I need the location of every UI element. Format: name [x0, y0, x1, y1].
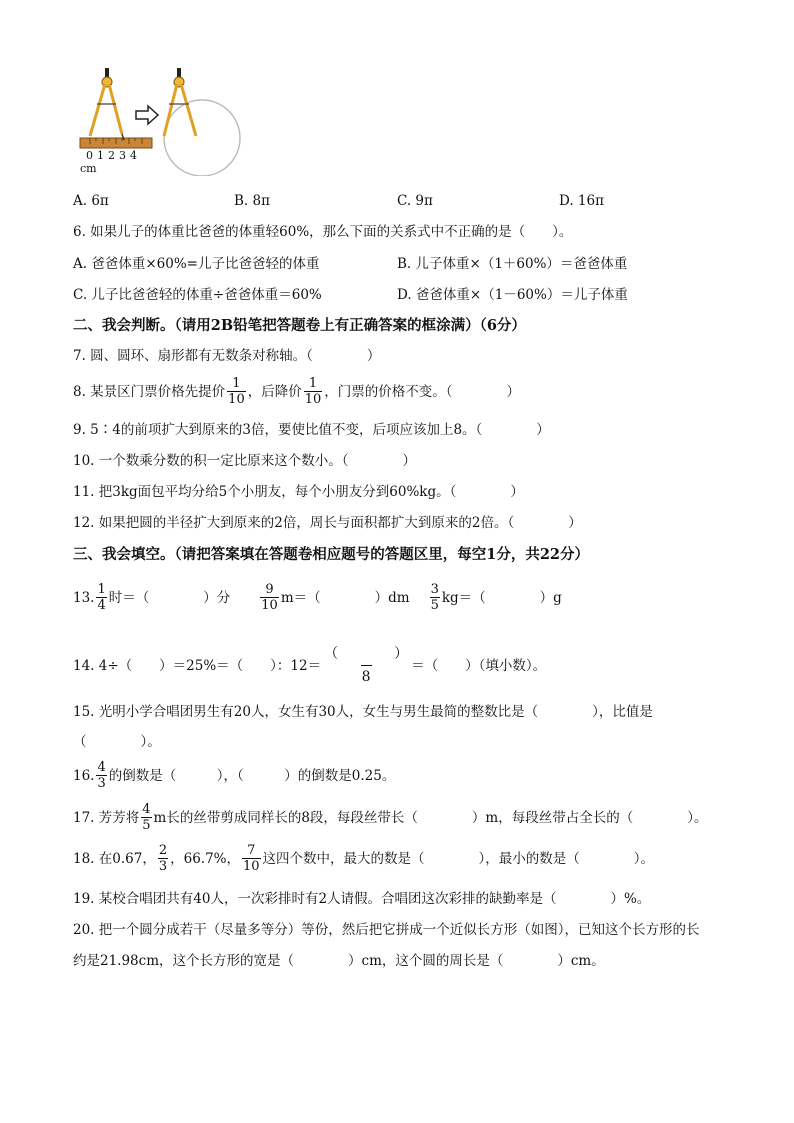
- q17: 17. 芳芳将 $\frac{4}{5}$ m长的丝带剪成同样长的8段，每段丝带长（ ）m，每段丝带占全长的（ ）。: [73, 802, 708, 833]
- q8: 8. 某景区门票价格先提价 $\frac{1}{10}$ ，后降价 $\frac{1}{10}$ ，门票的价格不变。（ ）: [73, 376, 521, 407]
- q6-option-a: A. 爸爸体重×60%=儿子比爸爸轻的体重: [73, 256, 320, 272]
- ruler-unit: cm: [80, 162, 97, 175]
- q13-fraction-3: $\frac{3}{5}$: [430, 582, 439, 613]
- drawn-circle: [164, 100, 240, 176]
- q13-fraction-1: $\frac{1}{4}$: [97, 582, 106, 613]
- q18-fraction-2: $\frac{7}{10}$: [243, 843, 260, 874]
- q13-fraction-2: $\frac{9}{10}$: [261, 582, 278, 613]
- q5-option-a: A. 6π: [73, 193, 109, 209]
- compass-figure: [76, 66, 246, 180]
- q6-stem: 6. 如果儿子的体重比爸爸的体重轻60%，那么下面的关系式中不正确的是（ ）。: [73, 224, 573, 240]
- q6-option-b: B. 儿子体重×（1＋60%）＝爸爸体重: [397, 256, 628, 272]
- q8-fraction-1: $\frac{1}{10}$: [228, 376, 245, 407]
- q15-line2: （ ）。: [73, 734, 161, 750]
- section3-title: 三、我会填空。（请把答案填在答题卷相应题号的答题区里，每空1分，共22分）: [73, 546, 590, 563]
- q5-option-d: D. 16π: [559, 193, 604, 209]
- q5-option-b: B. 8π: [234, 193, 270, 209]
- q19: 19. 某校合唱团共有40人，一次彩排时有2人请假。合唱团这次彩排的缺勤率是（ ）%。: [73, 891, 651, 907]
- q18: 18. 在0.67， $\frac{2}{3}$ ，66.7%， $\frac{7}{10}$ 这四个数中，最大的数是（ ），最小的数是（ ）。: [73, 843, 655, 874]
- ruler-ticks: 01234: [86, 149, 141, 162]
- compass-left: [90, 68, 124, 140]
- q6-option-c: C. 儿子比爸爸轻的体重÷爸爸体重＝60%: [73, 287, 322, 303]
- arrow-right-icon: [136, 106, 158, 124]
- q13: 13. $\frac{1}{4}$ 时＝（ ）分 $\frac{9}{10}$ m＝（ ）dm $\frac{3}{5}$ kg＝（ ）g: [73, 582, 562, 613]
- q20-line1: 20. 把一个圆分成若干（尽量多等分）等份，然后把它拼成一个近似长方形（如图），已知这个长方形的长: [73, 922, 700, 938]
- q6-option-d: D. 爸爸体重×（1－60%）＝儿子体重: [397, 287, 628, 303]
- q11: 11. 把3kg面包平均分给5个小朋友，每个小朋友分到60%kg。（ ）: [73, 484, 524, 500]
- q9: 9. 5∶4的前项扩大到原来的3倍，要使比值不变，后项应该加上8。（ ）: [73, 422, 550, 438]
- q12: 12. 如果把圆的半径扩大到原来的2倍，周长与面积都扩大到原来的2倍。（ ）: [73, 515, 582, 531]
- q20-line2: 约是21.98cm，这个长方形的宽是（ ）cm，这个圆的周长是（ ）cm。: [73, 953, 605, 969]
- q14: 14. 4÷（ ）＝25%＝（ ）：12＝ $\frac{( )}{8}$ ＝（ ）（填小数）。: [73, 643, 546, 688]
- q18-fraction-1: $\frac{2}{3}$: [158, 843, 168, 874]
- q17-fraction: $\frac{4}{5}$: [142, 802, 151, 833]
- q5-option-c: C. 9π: [397, 193, 433, 209]
- q10: 10. 一个数乘分数的积一定比原来这个数小。（ ）: [73, 453, 417, 469]
- q16-fraction: $\frac{4}{3}$: [97, 760, 106, 791]
- q16: 16. $\frac{4}{3}$ 的倒数是（ ），（ ）的倒数是0.25。: [73, 760, 396, 791]
- q8-fraction-2: $\frac{1}{10}$: [304, 376, 322, 407]
- q15-line1: 15. 光明小学合唱团男生有20人，女生有30人，女生与男生最简的整数比是（ ），比值是: [73, 704, 653, 720]
- q14-fraction: $\frac{( )}{8}$: [323, 643, 409, 688]
- q7: 7. 圆、圆环、扇形都有无数条对称轴。（ ）: [73, 348, 381, 364]
- section2-title: 二、我会判断。（请用2B铅笔把答题卷上有正确答案的框涂满）（6分）: [73, 317, 526, 334]
